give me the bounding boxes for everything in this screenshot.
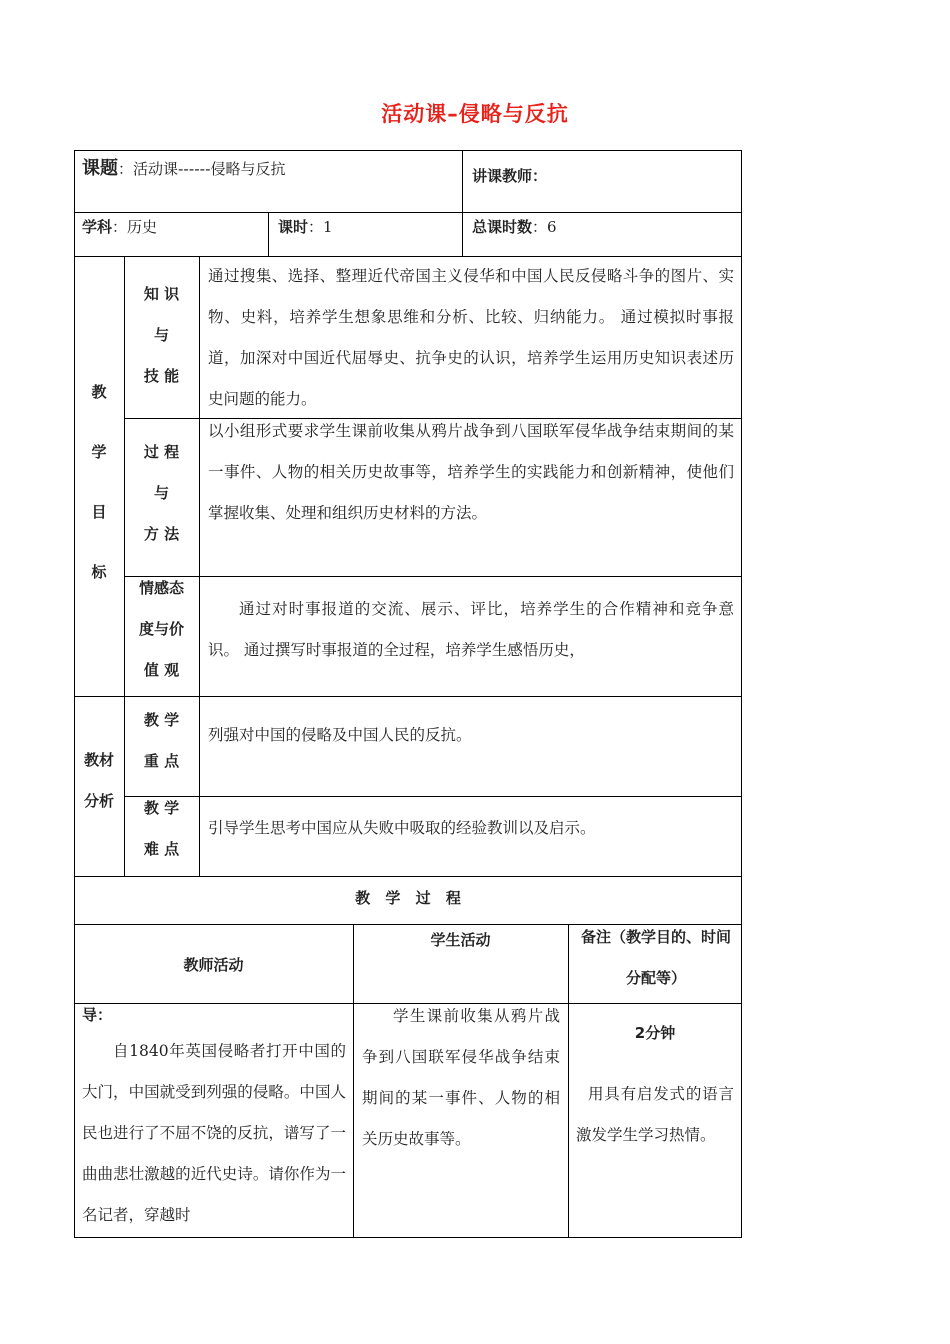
objectives-char: 目 [91, 503, 107, 521]
key-point-label [124, 700, 199, 782]
process-text: 以小组形式要求学生课前收集从鸦片战争到八国联军侵华战争结束期间的某一事件、人物的相关历史故事等，培养学生的实践能力和创新精神，使他们掌握收集、处理和组织历史材料的方法。 [208, 422, 734, 522]
col-header-teacher: 教师活动 [183, 956, 244, 974]
row-divider [74, 696, 742, 697]
emotion-label-line: 情感态 [138, 579, 184, 597]
process-label-line: 与 [153, 484, 169, 502]
objectives-char: 学 [91, 443, 107, 461]
emotion-label-line: 度与价 [138, 620, 184, 638]
process-label-line: 过 程 [143, 443, 180, 461]
knowledge-text: 通过搜集、选择、整理近代帝国主义侵华和中国人民反侵略斗争的图片、实物、史料，培养学生想象思维和分析、比较、归纳能力。 通过模拟时事报道，加深对中国近代屈辱史、抗争史的认识，培养学生运用历史知识表述历史问题的能力。 [208, 267, 734, 408]
key-point-label-line: 教 学 [143, 711, 180, 729]
table-border-left [74, 150, 75, 1238]
total-hours-label: 总课时数 [472, 218, 533, 236]
col-divider [568, 924, 569, 1237]
emotion-label [124, 568, 199, 691]
material-group-label [78, 740, 120, 822]
key-point-label-line: 重 点 [143, 752, 180, 770]
objectives-char: 标 [91, 563, 107, 581]
difficult-point-label-line: 难 点 [143, 840, 180, 858]
col-header-student: 学生活动 [430, 931, 491, 949]
col-divider [199, 256, 200, 876]
difficult-point-label-line: 教 学 [143, 799, 180, 817]
row-divider [74, 876, 742, 877]
topic-value: ：活动课------侵略与反抗 [118, 160, 286, 178]
objectives-group-label [82, 362, 116, 602]
emotion-label-line: 值 观 [143, 661, 180, 679]
teacher-label: 讲课教师： [472, 167, 548, 185]
subject-cell [82, 207, 157, 248]
material-label-line: 分析 [83, 792, 114, 810]
col-divider [462, 150, 463, 256]
material-label-line: 教材 [83, 751, 114, 769]
topic-cell [82, 148, 285, 190]
objectives-char: 教 [91, 383, 107, 401]
teacher-activity-text: 自1840年英国侵略者打开中国的大门，中国就受到列强的侵略。中国人民也进行了不屈不饶的反抗，谱写了一曲曲悲壮激越的近代史诗。请你作为一名记者，穿越时 [82, 1042, 346, 1224]
col-divider [353, 924, 354, 1237]
note-text: 用具有启发式的语言激发学生学习热情。 [576, 1085, 734, 1144]
knowledge-label [124, 274, 199, 397]
col-header-note: 备注（教学目的、时间分配等） [580, 928, 731, 987]
col-divider [268, 212, 269, 256]
process-section-title: 教 学 过 程 [355, 889, 461, 907]
total-hours-value: ：6 [532, 218, 557, 236]
subject-label: 学科 [82, 218, 113, 236]
knowledge-label-line: 技 能 [143, 367, 180, 385]
difficult-point-text: 引导学生思考中国应从失败中吸取的经验教训以及启示。 [208, 819, 596, 837]
row-divider [74, 212, 742, 213]
subject-value: ：历史 [112, 218, 158, 236]
hours-value: ：1 [308, 218, 333, 236]
key-point-text: 列强对中国的侵略及中国人民的反抗。 [208, 726, 472, 744]
difficult-point-label [124, 788, 199, 870]
student-activity-text: 学生课前收集从鸦片战争到八国联军侵华战争结束期间的某一事件、人物的相关历史故事等。 [362, 1007, 560, 1148]
knowledge-label-line: 知 识 [143, 285, 180, 303]
row-divider [124, 796, 742, 797]
knowledge-label-line: 与 [153, 326, 169, 344]
process-label [124, 432, 199, 555]
row-divider [124, 576, 742, 577]
process-label-line: 方 法 [143, 525, 180, 543]
emotion-text: 通过对时事报道的交流、展示、评比，培养学生的合作精神和竞争意识。 通过撰写时事报道的全过程，培养学生感悟历史， [208, 600, 734, 659]
teacher-heading: 导： [82, 1006, 113, 1024]
table-border-bottom [74, 1237, 742, 1238]
hours-cell [278, 207, 333, 248]
note-time: 2分钟 [634, 1024, 676, 1042]
total-hours-cell [472, 207, 557, 248]
topic-label: 课题 [82, 158, 118, 179]
table-border-right [741, 150, 742, 1238]
hours-label: 课时 [278, 218, 309, 236]
page-title: 活动课–侵略与反抗 [381, 102, 569, 126]
